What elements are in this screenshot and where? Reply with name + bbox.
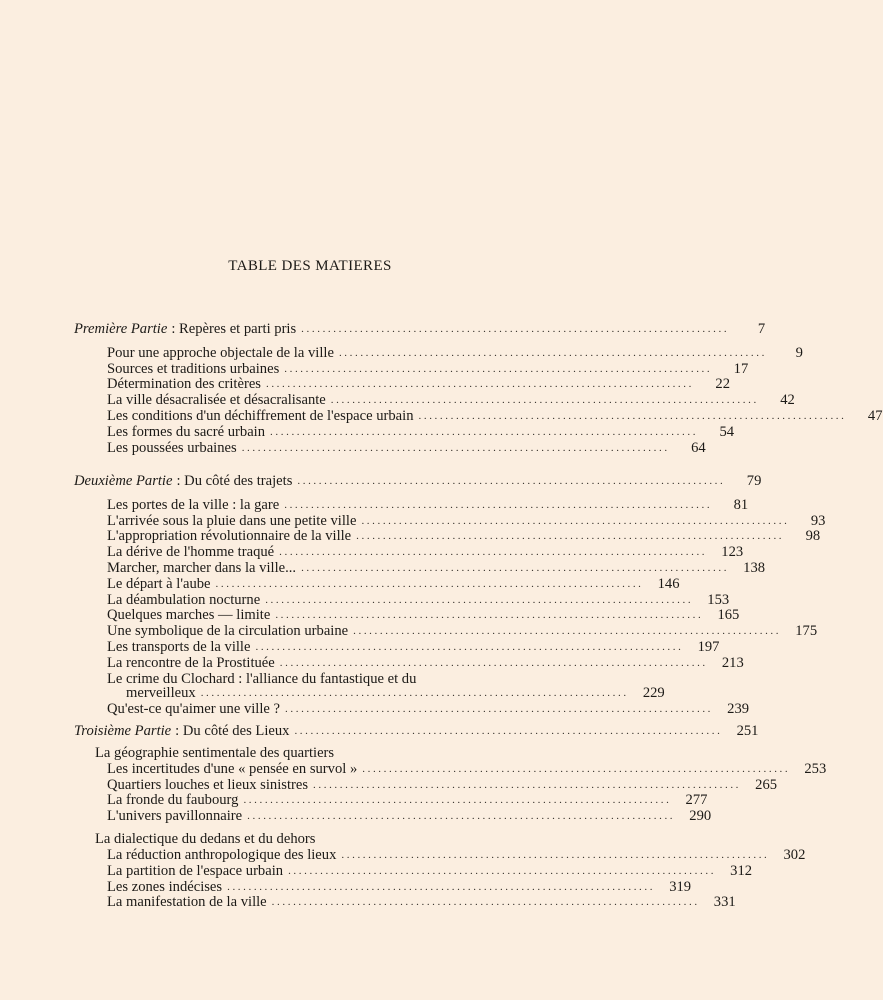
page-number: 229 xyxy=(642,685,665,702)
page-number: 312 xyxy=(730,862,753,879)
page-number: 98 xyxy=(805,528,821,545)
toc-entry xyxy=(74,760,827,778)
dot-leader: ................................................................................ xyxy=(297,475,726,487)
toc-entry xyxy=(74,376,730,393)
page-title: TABLE DES MATIERES xyxy=(228,258,392,274)
page-number: 47 xyxy=(867,407,883,424)
entry-label: La réduction anthropologique des lieux xyxy=(107,846,337,863)
entry-label: La géographie sentimentale des quartiers xyxy=(95,744,335,761)
dot-leader: ................................................................................ xyxy=(243,794,672,807)
dot-leader: ................................................................................ xyxy=(284,362,713,375)
dot-leader: ................................................................................ xyxy=(338,346,767,359)
dot-leader: ................................................................................ xyxy=(255,640,684,653)
part-heading xyxy=(74,321,766,338)
toc-entry xyxy=(74,559,766,577)
toc-entry xyxy=(74,512,826,530)
entry-label: Les transports de la ville xyxy=(107,638,251,655)
page-number: 123 xyxy=(721,544,744,561)
toc-entry xyxy=(74,672,560,687)
entry-label: Les portes de la ville : la gare xyxy=(107,496,280,513)
dot-leader: ................................................................................ xyxy=(353,625,782,638)
part-heading xyxy=(74,723,759,740)
toc-entry xyxy=(74,407,883,425)
page-number: 290 xyxy=(689,808,712,825)
entry-label: Pour une approche objectale de la ville xyxy=(107,344,334,361)
page-number: 42 xyxy=(780,392,795,409)
toc-group-heading xyxy=(74,746,560,762)
toc-entry xyxy=(74,792,708,809)
page-number: 54 xyxy=(719,423,735,440)
part-label: : Repères et parti pris xyxy=(171,321,297,337)
dot-leader: ................................................................................ xyxy=(361,514,790,527)
toc-entry xyxy=(74,607,740,624)
entry-label: L'univers pavillonnaire xyxy=(107,808,243,825)
dot-leader: ................................................................................ xyxy=(270,425,699,438)
toc-entry xyxy=(74,575,680,593)
page-number: 138 xyxy=(743,559,766,576)
toc-entry xyxy=(74,638,720,656)
part-3 xyxy=(74,723,827,911)
toc-entry xyxy=(74,623,818,640)
page-number: 64 xyxy=(691,439,706,456)
toc-entry xyxy=(74,496,749,514)
page-number: 213 xyxy=(721,654,744,671)
page-number: 146 xyxy=(657,575,680,592)
part-heading xyxy=(74,473,762,490)
entry-label: merveilleux xyxy=(126,685,196,702)
toc-entry xyxy=(74,344,803,362)
dot-leader: ................................................................................ xyxy=(341,848,770,861)
dot-leader: ................................................................................ xyxy=(362,762,791,775)
dot-leader: ................................................................................ xyxy=(275,609,704,622)
entry-label: Détermination des critères xyxy=(107,376,261,393)
dot-leader: ................................................................................ xyxy=(284,498,713,511)
entry-label: Les conditions d'un déchiffrement de l'espace urbain xyxy=(107,407,414,424)
entry-label: L'appropriation révolutionnaire de la ville xyxy=(107,528,352,545)
page-number: 175 xyxy=(795,623,818,640)
entry-label: Une symbolique de la circulation urbaine xyxy=(107,623,349,640)
toc-entry xyxy=(74,544,744,561)
page-number: 93 xyxy=(810,512,826,529)
page-number: 9 xyxy=(795,344,803,361)
dot-leader: ................................................................................ xyxy=(271,896,700,909)
dot-leader: ................................................................................ xyxy=(301,323,730,335)
dot-leader: ................................................................................ xyxy=(265,593,694,606)
dot-leader: ................................................................................ xyxy=(294,725,723,737)
dot-leader: ................................................................................ xyxy=(288,864,717,877)
page-number: 265 xyxy=(755,776,778,793)
part-1 xyxy=(74,321,883,456)
entry-label: Le départ à l'aube xyxy=(107,575,211,592)
entry-label: Qu'est-ce qu'aimer une ville ? xyxy=(107,701,281,718)
page-number: 239 xyxy=(727,701,750,718)
entry-label: L'arrivée sous la pluie dans une petite ville xyxy=(107,512,357,529)
entry-list xyxy=(74,496,826,718)
page-number: 17 xyxy=(733,360,749,377)
toc-entry xyxy=(74,776,778,794)
entry-label: La partition de l'espace urbain xyxy=(107,862,284,879)
dot-leader: ................................................................................ xyxy=(200,687,629,700)
entry-label: La rencontre de la Prostituée xyxy=(107,654,275,671)
part-lead: Première Partie xyxy=(74,321,168,337)
page-number: 81 xyxy=(733,496,749,513)
dot-leader: ................................................................................ xyxy=(247,810,676,823)
dot-leader: ................................................................................ xyxy=(265,378,694,391)
entry-label: Quelques marches — limite xyxy=(107,607,271,624)
dot-leader: ................................................................................ xyxy=(313,778,742,791)
page-number: 251 xyxy=(736,723,759,739)
toc-entry xyxy=(74,360,749,378)
toc-entry xyxy=(74,878,692,896)
toc-group-heading xyxy=(74,832,560,848)
dot-leader: ................................................................................ xyxy=(285,703,714,716)
entry-list xyxy=(74,344,883,457)
dot-leader: ................................................................................ xyxy=(301,561,730,574)
dot-leader: ................................................................................ xyxy=(227,880,656,893)
entry-label: Les zones indécises xyxy=(107,878,223,895)
part-lead: Deuxième Partie xyxy=(74,473,173,489)
entry-label: Les incertitudes d'une « pensée en survol » xyxy=(107,760,358,777)
page-number: 302 xyxy=(783,846,806,863)
page-number: 253 xyxy=(804,760,827,777)
dot-leader: ................................................................................ xyxy=(279,546,708,559)
entry-label: La ville désacralisée et désacralisante xyxy=(107,392,326,409)
part-2 xyxy=(74,473,826,718)
entry-label: La déambulation nocturne xyxy=(107,591,261,608)
toc-entry xyxy=(74,862,753,880)
dot-leader: ................................................................................ xyxy=(279,656,708,669)
page-number: 79 xyxy=(746,473,762,489)
toc-entry xyxy=(74,392,795,409)
page-number: 277 xyxy=(685,792,708,809)
page-number: 165 xyxy=(717,607,740,624)
entry-label: Quartiers louches et lieux sinistres xyxy=(107,776,309,793)
page-number: 319 xyxy=(669,878,692,895)
page-number: 153 xyxy=(707,591,730,608)
toc-entry xyxy=(74,423,735,441)
part-label: : Du côté des trajets xyxy=(176,473,293,489)
toc-entry xyxy=(74,701,750,718)
entry-label: La dérive de l'homme traqué xyxy=(107,544,275,561)
page-number: 22 xyxy=(715,376,730,393)
toc-entry xyxy=(74,439,706,457)
page-number: 197 xyxy=(697,638,720,655)
dot-leader: ................................................................................ xyxy=(215,577,644,590)
group-list xyxy=(74,744,827,911)
toc-entry xyxy=(74,654,744,672)
entry-label: Sources et traditions urbaines xyxy=(107,360,280,377)
dot-leader: ................................................................................ xyxy=(330,394,759,407)
toc-entry xyxy=(74,894,736,911)
toc-entry-continuation xyxy=(74,685,665,702)
toc-entry xyxy=(74,808,712,825)
entry-label: Le crime du Clochard : l'alliance du fantastique et du xyxy=(107,670,417,687)
dot-leader: ................................................................................ xyxy=(356,530,785,543)
toc-entry xyxy=(74,528,821,545)
dot-leader: ................................................................................ xyxy=(418,409,847,422)
entry-label: Marcher, marcher dans la ville... xyxy=(107,559,297,576)
entry-label: La fronde du faubourg xyxy=(107,792,239,809)
entry-label: Les formes du sacré urbain xyxy=(107,423,266,440)
entry-label: La manifestation de la ville xyxy=(107,894,267,911)
entry-label: Les poussées urbaines xyxy=(107,439,237,456)
toc-entry xyxy=(74,846,806,864)
part-label: : Du côté des Lieux xyxy=(175,723,290,739)
dot-leader: ................................................................................ xyxy=(241,441,670,454)
toc-entry xyxy=(74,591,730,609)
entry-label: La dialectique du dedans et du dehors xyxy=(95,830,316,847)
part-lead: Troisième Partie xyxy=(74,723,172,739)
page-number: 331 xyxy=(713,894,736,911)
page-number: 7 xyxy=(757,321,766,337)
